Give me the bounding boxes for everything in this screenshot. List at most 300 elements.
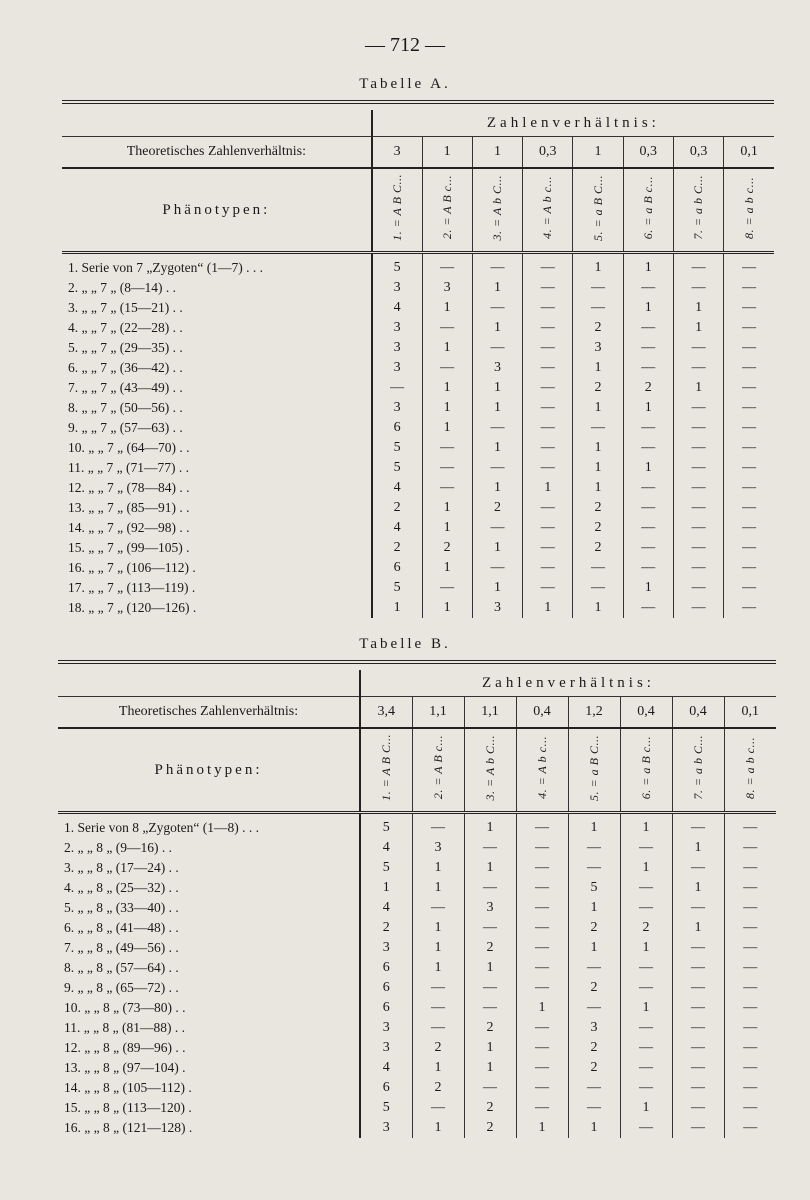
phenotype-name: 4. = A b c... [534, 736, 549, 799]
value-cell: 2 [412, 1078, 464, 1098]
value-cell: — [568, 838, 620, 858]
value-cell: — [724, 1098, 776, 1118]
value-cell: — [724, 378, 774, 398]
value-cell: 1 [623, 298, 673, 318]
table-row [58, 898, 776, 918]
phenotype-header-cell [360, 728, 412, 813]
value-cell: — [412, 1018, 464, 1038]
value-cell: 3 [372, 358, 422, 378]
phenotype-name: 8. = a b c... [741, 176, 756, 239]
phenotype-header-cell [673, 168, 723, 253]
ratio-cell: 1,1 [412, 697, 464, 729]
row-label: 7. „ „ 7 „ (43—49) . . [68, 380, 183, 395]
phenotype-header-cell [724, 728, 776, 813]
value-cell: 2 [412, 1038, 464, 1058]
row-label: 3. „ „ 7 „ (15—21) . . [68, 300, 183, 315]
value-cell: — [523, 358, 573, 378]
value-cell: — [516, 978, 568, 998]
value-cell: — [724, 438, 774, 458]
value-cell: — [724, 1058, 776, 1078]
phenotype-header-cell [672, 728, 724, 813]
value-cell: 2 [623, 378, 673, 398]
value-cell: — [523, 578, 573, 598]
value-cell: — [472, 298, 522, 318]
value-cell: — [464, 878, 516, 898]
row-label: 12. „ „ 8 „ (89—96) . . [64, 1040, 186, 1055]
value-cell: 1 [568, 818, 620, 838]
value-cell: 1 [672, 878, 724, 898]
value-cell: — [412, 978, 464, 998]
value-cell: — [724, 1038, 776, 1058]
value-cell: — [623, 518, 673, 538]
value-cell: 4 [360, 838, 412, 858]
value-cell: 2 [620, 918, 672, 938]
value-cell: — [673, 538, 723, 558]
value-cell: 2 [568, 918, 620, 938]
phenotype-name: 6. = a B c... [640, 175, 655, 240]
value-cell: — [523, 518, 573, 538]
value-cell: — [516, 1098, 568, 1118]
table-row [58, 1018, 776, 1038]
value-cell: 1 [573, 458, 623, 478]
phenotype-name: 1. = A B C... [378, 734, 393, 801]
value-cell: 5 [360, 858, 412, 878]
value-cell: 3 [412, 838, 464, 858]
value-cell: 1 [573, 358, 623, 378]
value-cell: — [523, 278, 573, 298]
value-cell: — [573, 558, 623, 578]
table-row [58, 998, 776, 1018]
value-cell: 2 [568, 1058, 620, 1078]
value-cell: 1 [472, 398, 522, 418]
value-cell: — [673, 338, 723, 358]
phenotype-header-cell [464, 728, 516, 813]
value-cell: — [412, 818, 464, 838]
value-cell: 2 [573, 498, 623, 518]
row-label: 14. „ „ 7 „ (92—98) . . [68, 520, 190, 535]
value-cell: — [673, 458, 723, 478]
value-cell: 1 [623, 398, 673, 418]
value-cell: — [516, 898, 568, 918]
table-row [62, 418, 774, 438]
row-label: 13. „ „ 8 „ (97—104) . [64, 1060, 186, 1075]
value-cell: 3 [360, 1118, 412, 1138]
value-cell: — [573, 418, 623, 438]
table-row [58, 1058, 776, 1078]
value-cell: 1 [623, 258, 673, 278]
value-cell: — [672, 938, 724, 958]
table-row [58, 958, 776, 978]
value-cell: — [516, 858, 568, 878]
value-cell: — [422, 318, 472, 338]
value-cell: — [422, 478, 472, 498]
ratio-label: Theoretisches Zahlenverhältnis: [58, 697, 360, 729]
phenotype-header-cell [620, 728, 672, 813]
value-cell: — [673, 258, 723, 278]
value-cell: 2 [464, 1018, 516, 1038]
table-a-title: Tabelle A. [359, 76, 451, 92]
value-cell: — [673, 398, 723, 418]
table-row [62, 278, 774, 298]
value-cell: 2 [360, 918, 412, 938]
value-cell: — [672, 958, 724, 978]
table-row [62, 478, 774, 498]
phenotype-header-cell [422, 168, 472, 253]
value-cell: — [568, 858, 620, 878]
phenotype-name: 3. = A b C... [482, 734, 497, 801]
row-label: 7. „ „ 8 „ (49—56) . . [64, 940, 179, 955]
value-cell: 4 [372, 518, 422, 538]
phenotype-header-cell [623, 168, 673, 253]
value-cell: — [623, 558, 673, 578]
value-cell: — [568, 1078, 620, 1098]
value-cell: 1 [573, 438, 623, 458]
value-cell: — [623, 538, 673, 558]
value-cell: — [724, 898, 776, 918]
value-cell: — [523, 258, 573, 278]
header-blank [58, 670, 360, 697]
value-cell: 1 [412, 958, 464, 978]
value-cell: 1 [673, 298, 723, 318]
value-cell: — [516, 918, 568, 938]
row-label: 15. „ „ 8 „ (113—120) . [64, 1100, 192, 1115]
value-cell: — [724, 958, 776, 978]
value-cell: — [620, 1018, 672, 1038]
table-row [58, 818, 776, 838]
value-cell: 2 [573, 318, 623, 338]
phenotype-name: 7. = a b C... [690, 735, 705, 800]
table-row [62, 458, 774, 478]
ratio-cell: 1 [573, 137, 623, 169]
value-cell: — [724, 538, 774, 558]
value-cell: 2 [472, 498, 522, 518]
value-cell: 1 [422, 558, 472, 578]
value-cell: — [672, 858, 724, 878]
value-cell: — [673, 598, 723, 618]
value-cell: 3 [372, 318, 422, 338]
value-cell: — [623, 478, 673, 498]
table-row [62, 298, 774, 318]
value-cell: — [516, 958, 568, 978]
value-cell: — [724, 458, 774, 478]
phenotype-name: 1. = A B C... [389, 174, 404, 241]
table-row [62, 578, 774, 598]
value-cell: — [672, 1018, 724, 1038]
value-cell: — [623, 498, 673, 518]
value-cell: — [724, 938, 776, 958]
value-cell: 1 [464, 1058, 516, 1078]
table-b [58, 660, 776, 1138]
value-cell: — [620, 898, 672, 918]
value-cell: 1 [523, 598, 573, 618]
table-row [62, 258, 774, 278]
value-cell: — [673, 278, 723, 298]
row-label: 14. „ „ 8 „ (105—112) . [64, 1080, 192, 1095]
value-cell: 4 [372, 298, 422, 318]
table-row [58, 858, 776, 878]
phenotype-header-cell [472, 168, 522, 253]
value-cell: 1 [360, 878, 412, 898]
table-row [58, 878, 776, 898]
value-cell: — [516, 818, 568, 838]
value-cell: 1 [472, 578, 522, 598]
value-cell: — [724, 998, 776, 1018]
value-cell: — [620, 878, 672, 898]
table-row [62, 558, 774, 578]
table-row [62, 338, 774, 358]
value-cell: — [523, 378, 573, 398]
value-cell: — [672, 1058, 724, 1078]
phenotype-name: 6. = a B c... [638, 735, 653, 800]
value-cell: — [472, 258, 522, 278]
value-cell: 1 [620, 998, 672, 1018]
phenotype-name: 5. = a B C... [586, 734, 601, 801]
table-row [58, 1038, 776, 1058]
value-cell: — [422, 458, 472, 478]
row-label: 2. „ „ 7 „ (8—14) . . [68, 280, 176, 295]
value-cell: — [516, 938, 568, 958]
value-cell: 3 [573, 338, 623, 358]
value-cell: 1 [422, 298, 472, 318]
value-cell: 1 [672, 918, 724, 938]
value-cell: — [464, 838, 516, 858]
value-cell: 6 [372, 558, 422, 578]
row-label: 9. „ „ 8 „ (65—72) . . [64, 980, 179, 995]
value-cell: — [724, 358, 774, 378]
value-cell: 5 [372, 458, 422, 478]
phenotype-name: 7. = a b C... [691, 175, 706, 240]
value-cell: — [673, 578, 723, 598]
value-cell: — [620, 1038, 672, 1058]
table-row [62, 498, 774, 518]
value-cell: 1 [464, 818, 516, 838]
row-label: 17. „ „ 7 „ (113—119) . [68, 580, 196, 595]
value-cell: — [673, 478, 723, 498]
row-label: 8. „ „ 7 „ (50—56) . . [68, 400, 183, 415]
value-cell: 5 [372, 258, 422, 278]
ratio-cell: 0,4 [620, 697, 672, 729]
value-cell: — [620, 978, 672, 998]
value-cell: 1 [472, 478, 522, 498]
value-cell: — [724, 918, 776, 938]
value-cell: 2 [464, 1098, 516, 1118]
value-cell: — [573, 578, 623, 598]
value-cell: — [568, 998, 620, 1018]
phenotype-header-cell [372, 168, 422, 253]
value-cell: — [623, 418, 673, 438]
value-cell: 3 [372, 338, 422, 358]
value-cell: — [472, 518, 522, 538]
value-cell: 3 [372, 278, 422, 298]
phenotype-header-cell [523, 168, 573, 253]
value-cell: — [673, 418, 723, 438]
value-cell: 1 [472, 438, 522, 458]
header-blank [62, 110, 372, 137]
row-label: 6. „ „ 8 „ (41—48) . . [64, 920, 179, 935]
phenotype-header-cell [516, 728, 568, 813]
value-cell: — [523, 458, 573, 478]
value-cell: — [523, 538, 573, 558]
top-rule [62, 102, 774, 110]
value-cell: — [620, 1058, 672, 1078]
value-cell: — [422, 578, 472, 598]
value-cell: — [724, 598, 774, 618]
value-cell: — [724, 338, 774, 358]
value-cell: — [724, 518, 774, 538]
table-row [62, 518, 774, 538]
table-row [58, 1078, 776, 1098]
value-cell: 1 [573, 258, 623, 278]
value-cell: 1 [516, 998, 568, 1018]
value-cell: — [672, 898, 724, 918]
value-cell: — [672, 1118, 724, 1138]
ratio-cell: 0,1 [724, 697, 776, 729]
value-cell: 2 [568, 1038, 620, 1058]
row-label: 2. „ „ 8 „ (9—16) . . [64, 840, 172, 855]
value-cell: 1 [464, 958, 516, 978]
ratio-cell: 0,3 [673, 137, 723, 169]
top-rule [58, 662, 776, 670]
ratio-cell: 0,4 [516, 697, 568, 729]
value-cell: — [724, 278, 774, 298]
value-cell: 4 [360, 1058, 412, 1078]
value-cell: 1 [620, 938, 672, 958]
value-cell: — [523, 558, 573, 578]
value-cell: — [623, 278, 673, 298]
value-cell: — [672, 818, 724, 838]
value-cell: 5 [360, 1098, 412, 1118]
value-cell: — [623, 438, 673, 458]
table-a [62, 100, 774, 618]
value-cell: 3 [472, 358, 522, 378]
value-cell: 3 [568, 1018, 620, 1038]
row-label: 4. „ „ 7 „ (22—28) . . [68, 320, 183, 335]
value-cell: 1 [472, 318, 522, 338]
value-cell: — [523, 298, 573, 318]
row-label: 6. „ „ 7 „ (36—42) . . [68, 360, 183, 375]
value-cell: — [623, 598, 673, 618]
value-cell: — [573, 298, 623, 318]
value-cell: — [516, 878, 568, 898]
phenotype-name: 3. = A b C... [489, 174, 504, 241]
value-cell: 1 [472, 378, 522, 398]
value-cell: 6 [360, 978, 412, 998]
value-cell: 2 [573, 378, 623, 398]
ratio-cell: 0,3 [623, 137, 673, 169]
value-cell: 5 [360, 818, 412, 838]
value-cell: — [623, 338, 673, 358]
value-cell: 1 [412, 858, 464, 878]
value-cell: 3 [472, 598, 522, 618]
phenotype-label: Phänotypen: [58, 728, 360, 813]
value-cell: — [464, 1078, 516, 1098]
value-cell: 1 [472, 278, 522, 298]
phenotype-name: 2. = A B c... [430, 735, 445, 800]
row-label: 1. Serie von 8 „Zygoten“ (1—8) . . . [64, 820, 259, 835]
value-cell: 5 [372, 578, 422, 598]
value-cell: 1 [422, 378, 472, 398]
value-cell: 6 [360, 958, 412, 978]
page-number: — 712 — [365, 34, 445, 56]
ratio-label: Theoretisches Zahlenverhältnis: [62, 137, 372, 169]
value-cell: 1 [623, 458, 673, 478]
value-cell: 3 [464, 898, 516, 918]
table-b-title: Tabelle B. [359, 636, 451, 652]
table-row [62, 398, 774, 418]
value-cell: 1 [620, 1098, 672, 1118]
row-label: 1. Serie von 7 „Zygoten“ (1—7) . . . [68, 260, 263, 275]
value-cell: 1 [422, 498, 472, 518]
value-cell: 5 [568, 878, 620, 898]
value-cell: 1 [573, 398, 623, 418]
value-cell: — [620, 958, 672, 978]
table-row [58, 838, 776, 858]
ratio-cell: 1 [472, 137, 522, 169]
value-cell: — [673, 498, 723, 518]
value-cell: — [523, 318, 573, 338]
value-cell: 1 [422, 418, 472, 438]
table-row [58, 978, 776, 998]
value-cell: — [724, 1118, 776, 1138]
value-cell: — [724, 858, 776, 878]
value-cell: 6 [360, 998, 412, 1018]
value-cell: 3 [372, 398, 422, 418]
value-cell: — [620, 838, 672, 858]
value-cell: — [516, 1058, 568, 1078]
ratio-cell: 0,4 [672, 697, 724, 729]
row-label: 3. „ „ 8 „ (17—24) . . [64, 860, 179, 875]
value-cell: — [724, 318, 774, 338]
row-label: 16. „ „ 7 „ (106—112) . [68, 560, 196, 575]
value-cell: — [724, 978, 776, 998]
ratio-cell: 1,1 [464, 697, 516, 729]
value-cell: 3 [422, 278, 472, 298]
value-cell: 1 [412, 918, 464, 938]
value-cell: — [516, 1038, 568, 1058]
value-cell: — [523, 338, 573, 358]
value-cell: — [516, 1018, 568, 1038]
phenotype-name: 4. = A b c... [540, 176, 555, 239]
row-label: 15. „ „ 7 „ (99—105) . [68, 540, 190, 555]
phenotype-name: 8. = a b c... [742, 736, 757, 799]
row-label: 11. „ „ 7 „ (71—77) . . [68, 460, 189, 475]
value-cell: — [724, 398, 774, 418]
value-cell: 1 [573, 598, 623, 618]
value-cell: 6 [360, 1078, 412, 1098]
zahlenverhaeltnis-header: Zahlenverhältnis: [360, 670, 776, 697]
value-cell: 2 [568, 978, 620, 998]
ratio-cell: 0,1 [724, 137, 774, 169]
value-cell: 1 [422, 518, 472, 538]
value-cell: 1 [523, 478, 573, 498]
value-cell: 4 [372, 478, 422, 498]
value-cell: — [620, 1118, 672, 1138]
value-cell: — [672, 1078, 724, 1098]
value-cell: — [724, 298, 774, 318]
value-cell: — [724, 818, 776, 838]
row-label: 5. „ „ 7 „ (29—35) . . [68, 340, 183, 355]
row-label: 10. „ „ 8 „ (73—80) . . [64, 1000, 186, 1015]
value-cell: 1 [568, 938, 620, 958]
value-cell: — [568, 1098, 620, 1118]
value-cell: — [472, 418, 522, 438]
value-cell: — [673, 438, 723, 458]
value-cell: 1 [620, 858, 672, 878]
value-cell: 2 [422, 538, 472, 558]
value-cell: 1 [464, 858, 516, 878]
ratio-cell: 0,3 [523, 137, 573, 169]
row-label: 9. „ „ 7 „ (57—63) . . [68, 420, 183, 435]
